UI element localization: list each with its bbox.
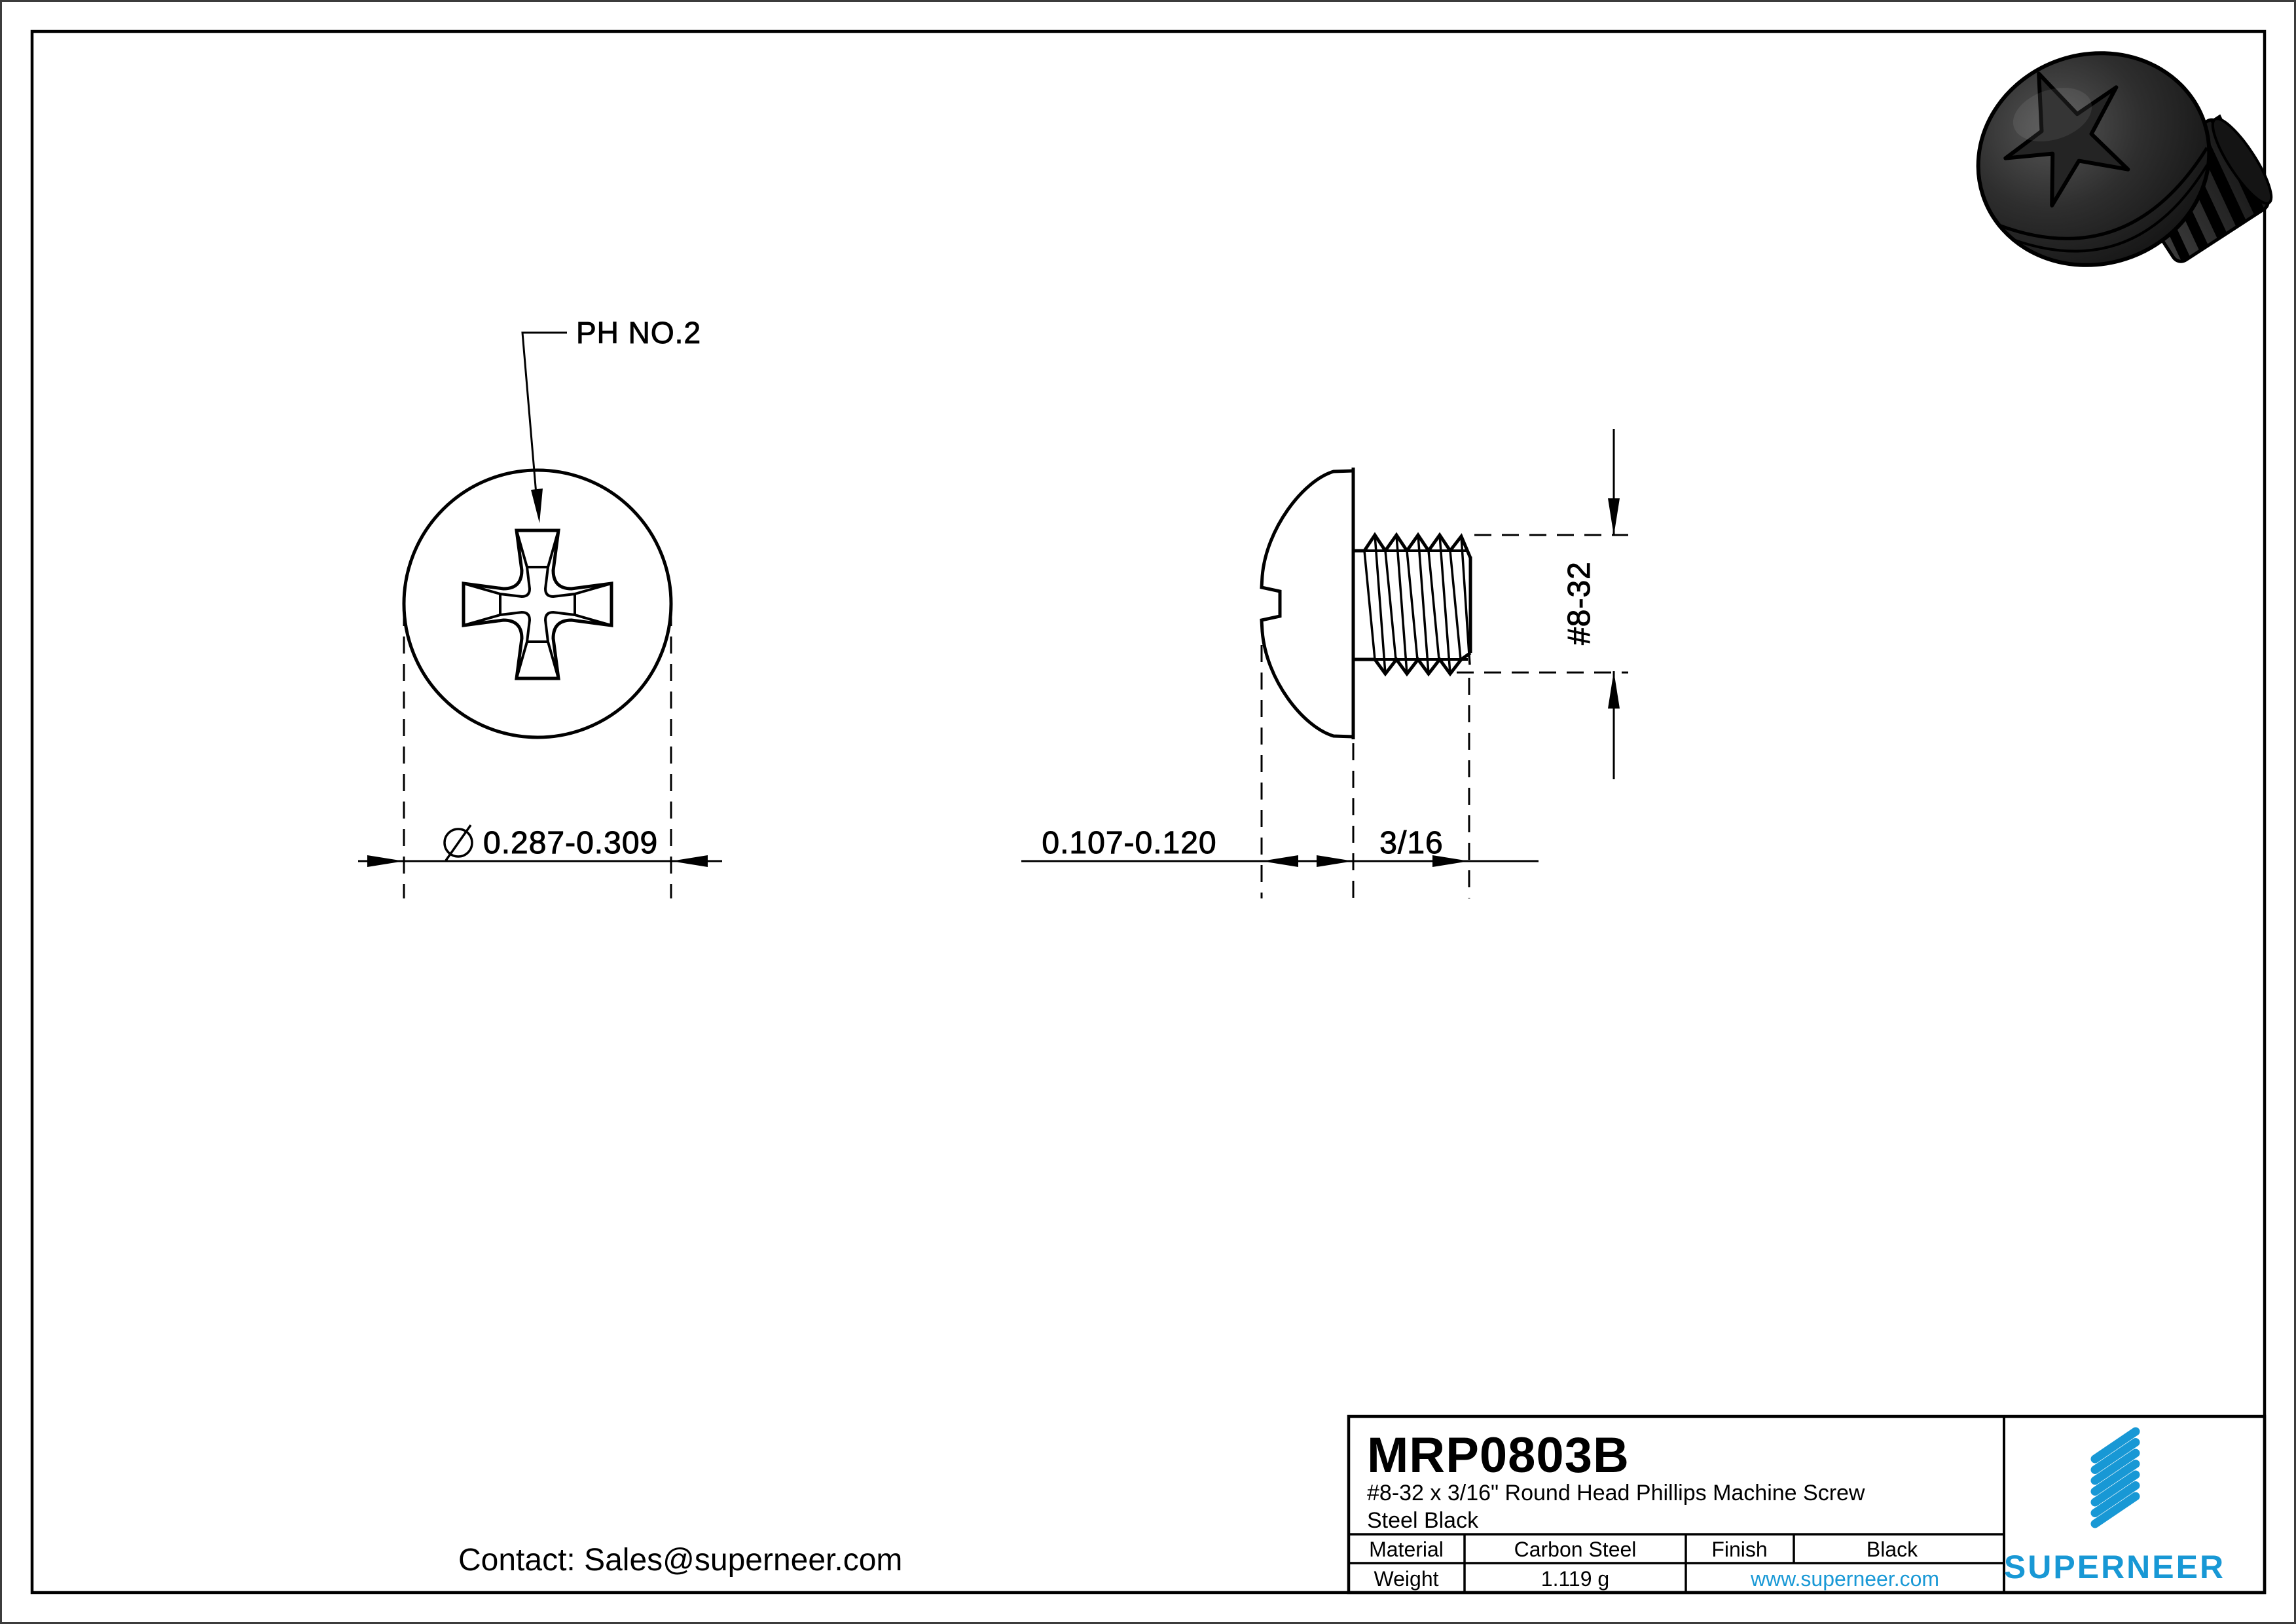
- thread-size-value: #8-32: [1562, 561, 1597, 645]
- screw-head-side: [1262, 468, 1353, 739]
- title-block: [1349, 1416, 2265, 1593]
- dim-arrowhead: [1262, 855, 1298, 867]
- part-finish-note: Steel Black: [1367, 1508, 1479, 1533]
- diameter-symbol-icon: [445, 825, 472, 860]
- thread-length-value: 3/16: [1379, 826, 1444, 860]
- threaded-shank: [1353, 535, 1470, 674]
- dim-arrowhead: [671, 855, 708, 867]
- dim-arrowhead: [1608, 671, 1620, 709]
- finish-value: Black: [1866, 1538, 1918, 1561]
- page-edge: [1, 1, 2295, 1623]
- thread-size-dimension: [1457, 429, 1628, 779]
- weight-label: Weight: [1374, 1567, 1439, 1591]
- recess-inner-cross: [500, 567, 575, 642]
- head-height-value: 0.107-0.120: [1042, 826, 1217, 860]
- dim-arrowhead: [1608, 498, 1620, 536]
- thread-crest-bottom: [1353, 653, 1470, 674]
- drawing-border: [32, 31, 2265, 1593]
- thread-crest-top: [1353, 535, 1470, 558]
- part-description: #8-32 x 3/16" Round Head Phillips Machine Screw: [1367, 1481, 1865, 1505]
- material-label: Material: [1369, 1538, 1444, 1561]
- dim-arrowhead: [367, 855, 404, 867]
- leader-arrowhead: [531, 489, 543, 523]
- recess-outer-cross: [464, 530, 611, 678]
- product-photo: [1950, 24, 2282, 295]
- recess-taper-lines: [464, 530, 611, 678]
- material-value: Carbon Steel: [1514, 1538, 1637, 1561]
- thread-flank-lines: [1364, 535, 1470, 674]
- contact-line: Contact: Sales@superneer.com: [458, 1543, 903, 1578]
- dim-arrowhead: [1317, 855, 1353, 867]
- finish-label: Finish: [1711, 1538, 1768, 1561]
- ph-callout-label: PH NO.2: [576, 316, 702, 350]
- front-view: [358, 316, 722, 898]
- side-view: [1021, 429, 1628, 898]
- brand-name: SUPERNEER: [2003, 1549, 2226, 1585]
- weight-value: 1.119 g: [1540, 1567, 1610, 1591]
- phillips-recess: [464, 530, 611, 678]
- website-link[interactable]: www.superneer.com: [1750, 1567, 1940, 1591]
- head-dome-profile: [1262, 471, 1353, 737]
- part-number: MRP0803B: [1367, 1428, 1630, 1483]
- head-diameter-value: 0.287-0.309: [483, 826, 659, 860]
- ph-callout-leader: [522, 333, 567, 523]
- brand-logo-icon: [2095, 1431, 2136, 1524]
